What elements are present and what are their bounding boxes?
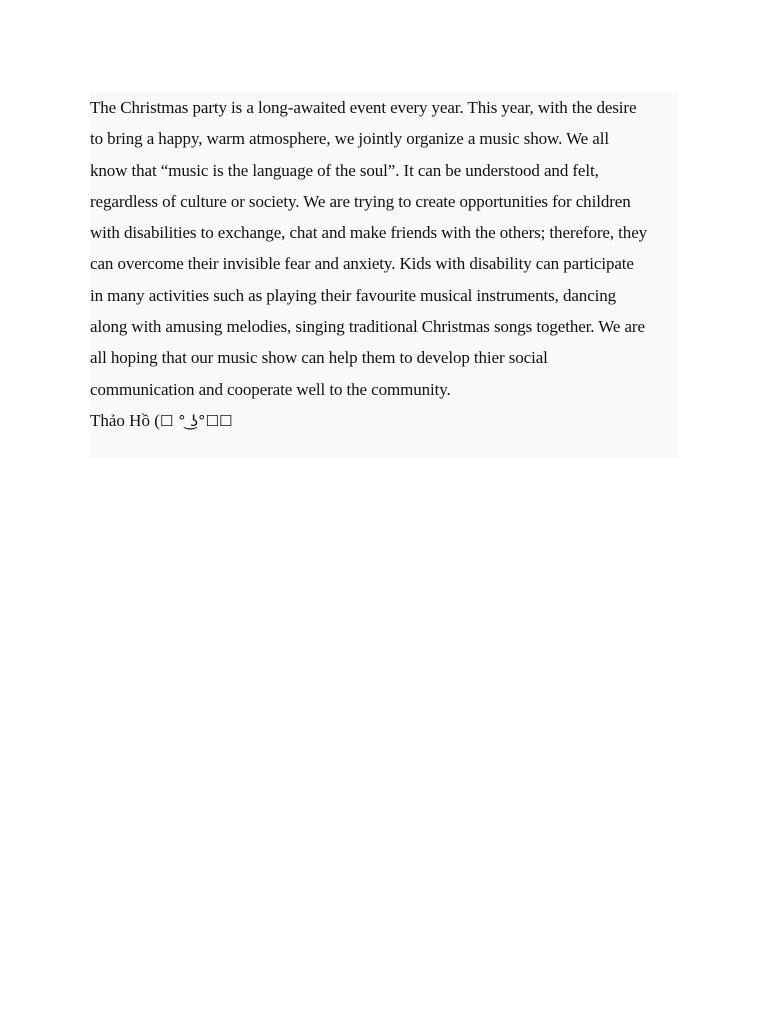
paragraph-line: can overcome their invisible fear and anxiety. Kids with disability can participate xyxy=(90,254,634,274)
paragraph-line: communication and cooperate well to the community. xyxy=(90,379,451,399)
paragraph-line: regardless of culture or society. We are trying to create opportunities for children xyxy=(90,191,631,211)
signature-emoticon: ☐ ° ͜ʖ°☐☐ xyxy=(159,411,233,430)
paragraph-line: in many activities such as playing their favourite musical instruments, dancing xyxy=(90,285,617,305)
paragraph-line: all hoping that our music show can help them to develop thier social xyxy=(90,348,548,368)
paragraph-line: along with amusing melodies, singing traditional Christmas songs together. We are xyxy=(90,317,645,337)
paragraph-line: know that “music is the language of the soul”. It can be understood and felt, xyxy=(90,160,599,180)
signature-name: Thảo Hồ ( xyxy=(90,410,160,430)
signature-line xyxy=(90,405,678,437)
paragraph-line: to bring a happy, warm atmosphere, we jointly organize a music show. We all xyxy=(90,129,609,149)
paragraph-line: with disabilities to exchange, chat and make friends with the others; therefore, they xyxy=(90,223,648,243)
body-paragraph xyxy=(90,92,678,405)
paragraph-line: The Christmas party is a long-awaited event every year. This year, with the desire xyxy=(90,98,637,117)
highlighted-text-block xyxy=(90,92,678,458)
